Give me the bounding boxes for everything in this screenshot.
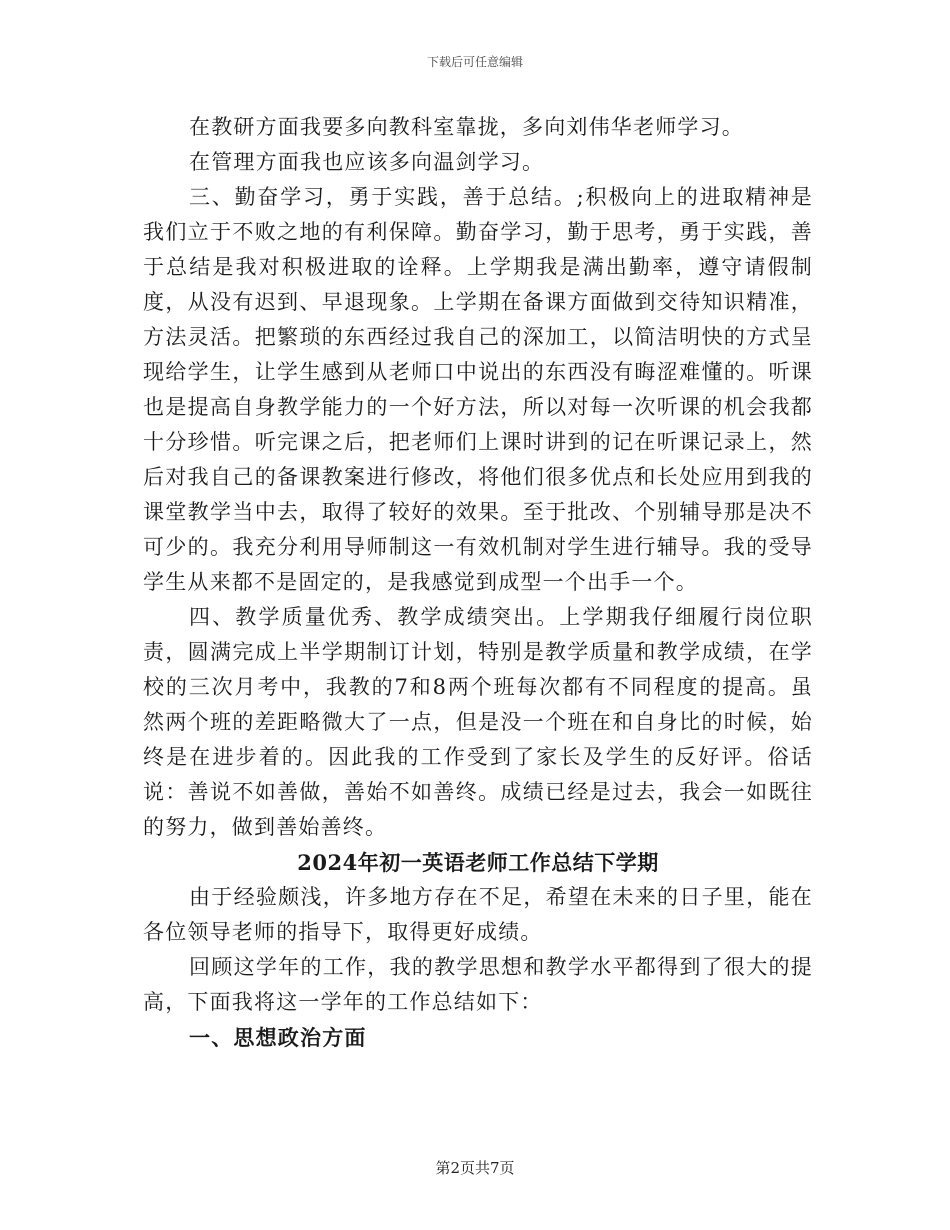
paragraph-intro-review: 回顾这学年的工作，我的教学思想和教学水平都得到了很大的提高，下面我将这一学年的工作总结如下： [143,955,813,1014]
paragraph-section-three: 三、勤奋学习，勇于实践，善于总结。;积极向上的进取精神是我们立于不败之地的有利保障。勤奋学习，勤于思考，勇于实践，善于总结是我对积极进取的诠释。上学期我是满出勤率，遵守请假制度，从没有迟到、早退现象。上学期在备课方面做到交待知识精准，方法灵活。把繁琐的东西经过我自己的深加工，以简洁明快的方式呈现给学生，让学生感到从老师口中说出的东西没有晦涩难懂的。听课也是提高自身教学能力的一个好方法，所以对每一次听课的机会我都十分珍惜。听完课之后，把老师们上课时讲到的记在听课记录上，然后对我自己的备课教案进行修改，将他们很多优点和长处应用到我的课堂教学当中去，取得了较好的效果。至于批改、个别辅导那是决不可少的。我充分利用导师制这一有效机制对学生进行辅导。我的受导学生从来都不是固定的，是我感觉到成型一个出手一个。 [143,185,813,594]
section-title: 2024年初一英语老师工作总结下学期 [297,850,659,875]
paragraph-section-four: 四、教学质量优秀、教学成绩突出。上学期我仔细履行岗位职责，圆满完成上半学期制订计划，特别是教学质量和教学成绩，在学校的三次月考中，我教的7和8两个班每次都有不同程度的提高。虽然两个班的差距略微大了一点，但是没一个班在和自身比的时候，始终是在进步着的。因此我的工作受到了家长及学生的反好评。俗话说：善说不如善做，善始不如善终。成绩已经是过去，我会一如既往的努力，做到善始善终。 [143,605,813,839]
page-header: 下载后可任意编辑 [426,55,523,69]
subheading-ideology-politics: 一、思想政治方面 [189,1025,367,1050]
paragraph-intro-experience: 由于经验颇浅，许多地方存在不足，希望在未来的日子里，能在各位领导老师的指导下，取得更好成绩。 [143,885,813,944]
paragraph-teaching-research: 在教研方面我要多向教科室靠拢，多向刘伟华老师学习。 [189,115,744,139]
page-footer: 第2页共7页 [435,1159,515,1177]
document-body [143,110,813,1055]
paragraph-management: 在管理方面我也应该多向温剑学习。 [189,150,545,174]
